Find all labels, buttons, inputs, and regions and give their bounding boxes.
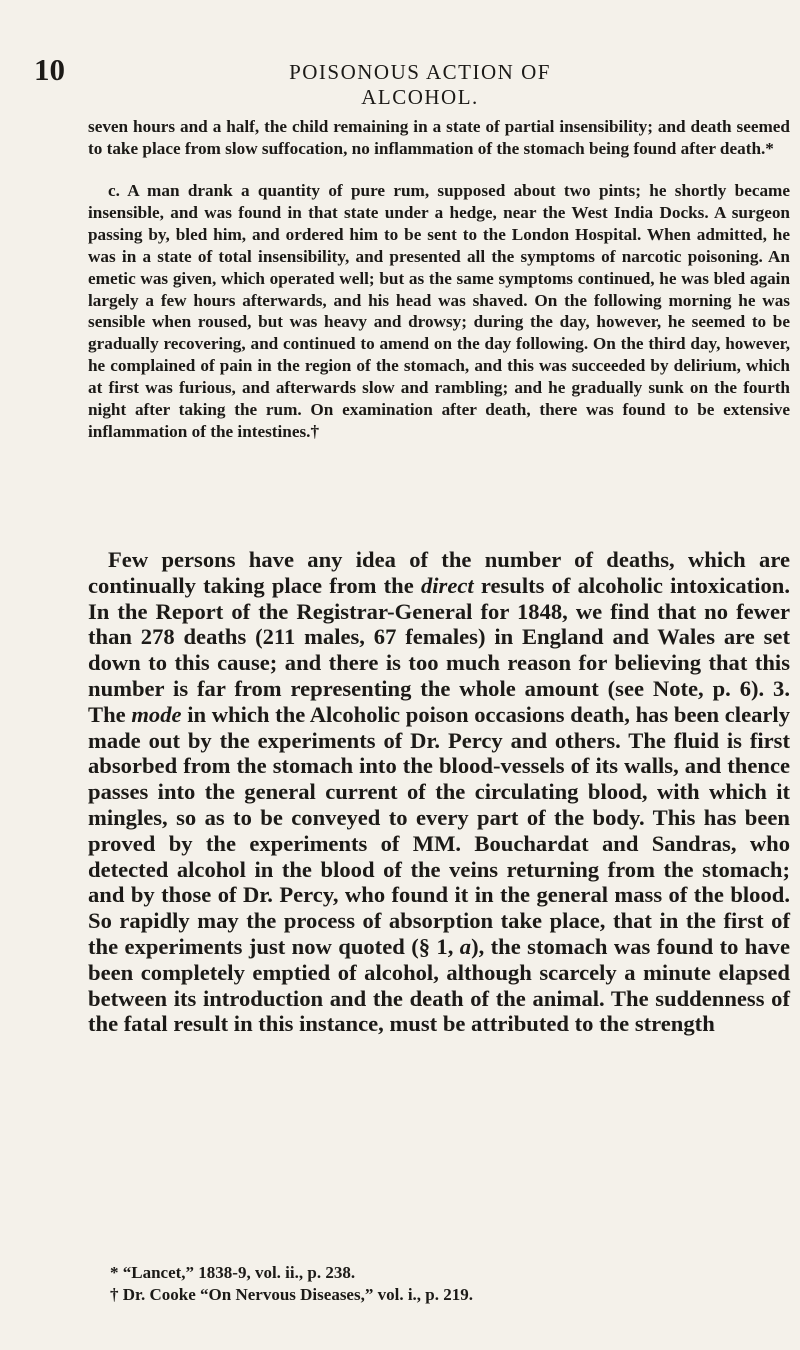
main-text-3: in which the Alcoholic poison occasions death, has been clearly made out by the experiments of Dr. Percy and others. The fluid is first absorbed from the stomach into the blood-vessels of its walls, and thence passes into the general current of the circulating blood, with which it mingles, so as to be conveyed to every part of the body. This has been proved by the experiments of MM. Bouchardat and Sandras, who detected alcohol in the blood of the veins returning from the stomach; and by those of Dr. Percy, who found it in the general mass of the blood. So rapidly may the process of absorption take place, that in the first of the experiments just now quoted (§ 1, [88,701,790,959]
paragraph-continuation: seven hours and a half, the child remaining in a state of partial insensibility; and death seemed to take place from slow suffocation, no inflammation of the stomach being found after death.* [88,117,790,158]
emphasis-a: a [459,933,472,959]
footnote-1: * “Lancet,” 1838-9, vol. ii., p. 238. [110,1263,356,1282]
paragraph-case-c: c. A man drank a quantity of pure rum, supposed about two pints; he shortly became insensible, and was found in that state under a hedge, near the West India Docks. A surgeon passing by, bled him, and ordered him to be sent to the London Hospital. When admitted, he was in a state of total insensibility, and presented all the symptoms of narcotic poisoning. An emetic was given, which operated well; but as the same symptoms continued, he was bled again largely a few hours afterwards, and his head was shaved. On the following morning he was sensible when roused, but was heavy and drowsy; during the day, however, he seemed to be gradually recovering, and continued to amend on the day following. On the third day, however, he complained of pain in the region of the stomach, and this was succeeded by delirium, which at first was furious, and afterwards slow and rambling; and he gradually sunk on the fourth night after taking the rum. On examination after death, there was found to be extensive inflammation of the intestines.† [88,181,790,441]
main-text-2: results of alcoholic intoxication. In the Report of the Registrar-General for 1848, we find that no fewer than 278 deaths (211 males, 67 females) in England and Wales are set down to this cause; and there is too much reason for believing that this number is far from representing the whole amount (see Note, p. 6). 3. The [88,572,790,727]
main-text-1: Few persons have any idea of the number of deaths, which are continually taking place from the [88,547,790,598]
footnote-2: † Dr. Cooke “On Nervous Diseases,” vol. i., p. 219. [110,1285,473,1304]
emphasis-mode: mode [131,701,182,727]
footnotes [110,1262,790,1306]
paragraph-main [88,547,790,1037]
running-head: POISONOUS ACTION OF ALCOHOL. [289,60,551,109]
page-number: 10 [34,52,65,87]
main-text-4: ), the stomach was found to have been completely emptied of alcohol, although scarcely a minute elapsed between its introduction and the death of the animal. The suddenness of the fatal result in this instance, must be attributed to the strength [88,933,790,1037]
emphasis-direct: direct [420,572,474,598]
